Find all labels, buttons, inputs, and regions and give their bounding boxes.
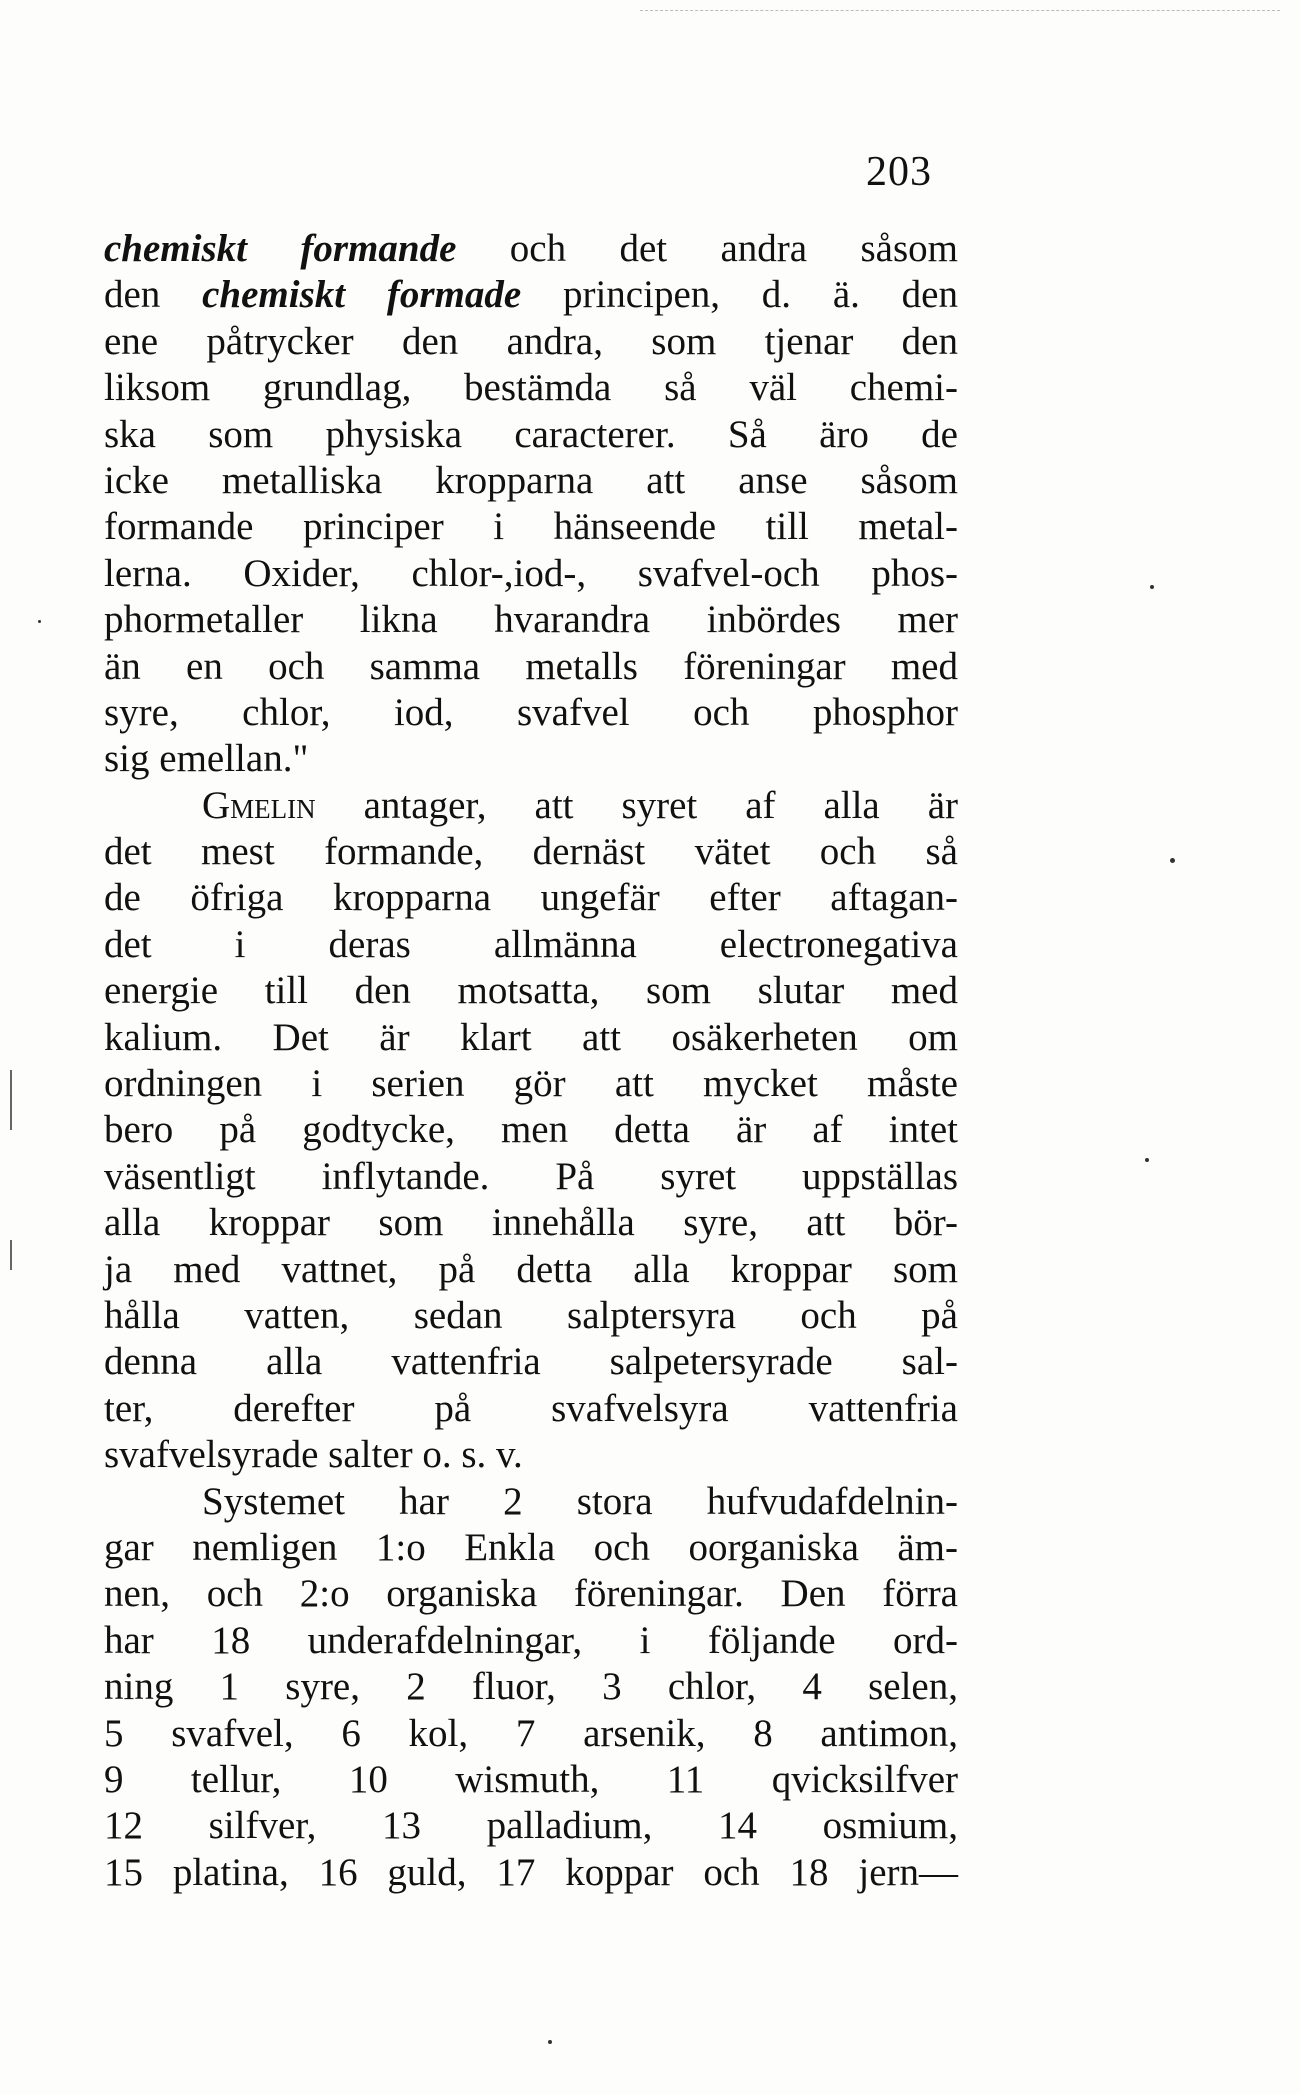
text-line bbox=[104, 1711, 958, 1757]
text-line bbox=[104, 783, 958, 829]
text-line bbox=[104, 1200, 958, 1246]
text-segment: ter, derefter på svafvelsyra vattenfria bbox=[104, 1386, 958, 1430]
text-line bbox=[104, 968, 958, 1014]
text-line bbox=[104, 365, 958, 411]
text-line bbox=[104, 1386, 958, 1432]
scan-speck bbox=[1145, 1158, 1149, 1162]
text-segment: väsentligt inflytande. På syret uppställas bbox=[104, 1154, 958, 1198]
body-text bbox=[104, 226, 958, 1896]
text-line bbox=[104, 1061, 958, 1107]
text-line bbox=[104, 1850, 958, 1896]
text-line bbox=[104, 829, 958, 875]
scan-speck bbox=[1150, 585, 1154, 589]
text-segment: liksom grundlag, bestämda så väl chemi- bbox=[104, 366, 958, 410]
text-line bbox=[104, 1432, 958, 1478]
text-line bbox=[104, 1247, 958, 1293]
text-segment: sig emellan." bbox=[104, 737, 309, 781]
text-segment: principen, d. ä. den bbox=[521, 273, 958, 317]
text-segment: svafvelsyrade salter o. s. v. bbox=[104, 1433, 523, 1477]
page-number: 203 bbox=[866, 149, 932, 195]
text-line bbox=[104, 875, 958, 921]
text-segment: 5 svafvel, 6 kol, 7 arsenik, 8 antimon, bbox=[104, 1711, 958, 1755]
text-line bbox=[104, 597, 958, 643]
text-segment: ene påtrycker den andra, som tjenar den bbox=[104, 319, 958, 363]
text-line bbox=[104, 458, 958, 504]
text-line bbox=[104, 319, 958, 365]
text-segment: och det andra såsom bbox=[456, 227, 958, 270]
text-segment: 9 tellur, 10 wismuth, 11 qvicksilfver bbox=[104, 1757, 958, 1801]
text-segment: ordningen i serien gör att mycket måste bbox=[104, 1062, 958, 1106]
scan-speck bbox=[548, 2040, 552, 2044]
text-segment: alla kroppar som innehålla syre, att bör- bbox=[104, 1201, 958, 1245]
text-segment: ja med vattnet, på detta alla kroppar som bbox=[104, 1247, 958, 1291]
text-segment: energie till den motsatta, som slutar med bbox=[104, 969, 958, 1013]
text-segment: det mest formande, dernäst vätet och så bbox=[104, 830, 958, 874]
text-segment: formande principer i hänseende till metal- bbox=[104, 505, 958, 549]
text-line bbox=[104, 1803, 958, 1849]
text-segment: det i deras allmänna electronegativa bbox=[104, 922, 958, 966]
text-line bbox=[104, 1107, 958, 1153]
text-line bbox=[104, 1571, 958, 1617]
text-segment: gar nemligen 1:o Enkla och oorganiska äm- bbox=[104, 1525, 958, 1569]
text-line bbox=[104, 690, 958, 736]
text-segment: bero på godtycke, men detta är af intet bbox=[104, 1108, 958, 1152]
text-segment: nen, och 2:o organiska föreningar. Den förra bbox=[104, 1572, 958, 1616]
text-segment: Systemet har 2 stora hufvudafdelnin- bbox=[202, 1479, 958, 1523]
scan-speck bbox=[1170, 858, 1175, 863]
text-segment: denna alla vattenfria salpetersyrade sal- bbox=[104, 1340, 958, 1384]
italic-term: chemiskt formade bbox=[202, 273, 522, 317]
text-line bbox=[104, 1664, 958, 1710]
text-segment: antager, att syret af alla är bbox=[315, 783, 958, 827]
text-segment: än en och samma metalls föreningar med bbox=[104, 644, 958, 688]
text-segment: icke metalliska kropparna att anse såsom bbox=[104, 458, 958, 502]
text-segment: ska som physiska caracterer. Så äro de bbox=[104, 412, 958, 456]
text-segment: lerna. Oxider, chlor-,iod-, svafvel-och phos- bbox=[104, 551, 958, 595]
text-segment: de öfriga kropparna ungefär efter aftagan- bbox=[104, 876, 958, 920]
text-line bbox=[104, 1525, 958, 1571]
text-line bbox=[104, 1015, 958, 1061]
text-segment: ning 1 syre, 2 fluor, 3 chlor, 4 selen, bbox=[104, 1665, 958, 1709]
scan-speck bbox=[38, 620, 41, 623]
text-line bbox=[104, 551, 958, 597]
scan-top-edge bbox=[640, 10, 1280, 11]
scan-edge-mark bbox=[10, 1070, 12, 1130]
scan-edge-mark bbox=[10, 1240, 12, 1270]
author-name: Gmelin bbox=[202, 783, 316, 827]
text-segment: hålla vatten, sedan salptersyra och på bbox=[104, 1293, 958, 1337]
text-segment: kalium. Det är klart att osäkerheten om bbox=[104, 1015, 958, 1059]
text-line bbox=[104, 736, 958, 782]
text-line bbox=[104, 412, 958, 458]
text-line bbox=[104, 272, 958, 318]
text-line bbox=[104, 226, 958, 272]
text-line bbox=[104, 644, 958, 690]
text-segment: phormetaller likna hvarandra inbördes mer bbox=[104, 598, 958, 642]
text-line bbox=[104, 922, 958, 968]
text-segment: den bbox=[104, 273, 203, 317]
text-segment: 15 platina, 16 guld, 17 koppar och 18 jern— bbox=[104, 1850, 958, 1894]
text-line bbox=[104, 1618, 958, 1664]
text-line bbox=[104, 504, 958, 550]
text-segment: 12 silfver, 13 palladium, 14 osmium, bbox=[104, 1804, 958, 1848]
text-line bbox=[104, 1154, 958, 1200]
italic-term: chemiskt formande bbox=[104, 227, 457, 270]
text-line bbox=[104, 1339, 958, 1385]
text-line bbox=[104, 1293, 958, 1339]
text-segment: har 18 underafdelningar, i följande ord- bbox=[104, 1618, 958, 1662]
text-line bbox=[104, 1479, 958, 1525]
text-line bbox=[104, 1757, 958, 1803]
text-segment: syre, chlor, iod, svafvel och phosphor bbox=[104, 690, 958, 734]
